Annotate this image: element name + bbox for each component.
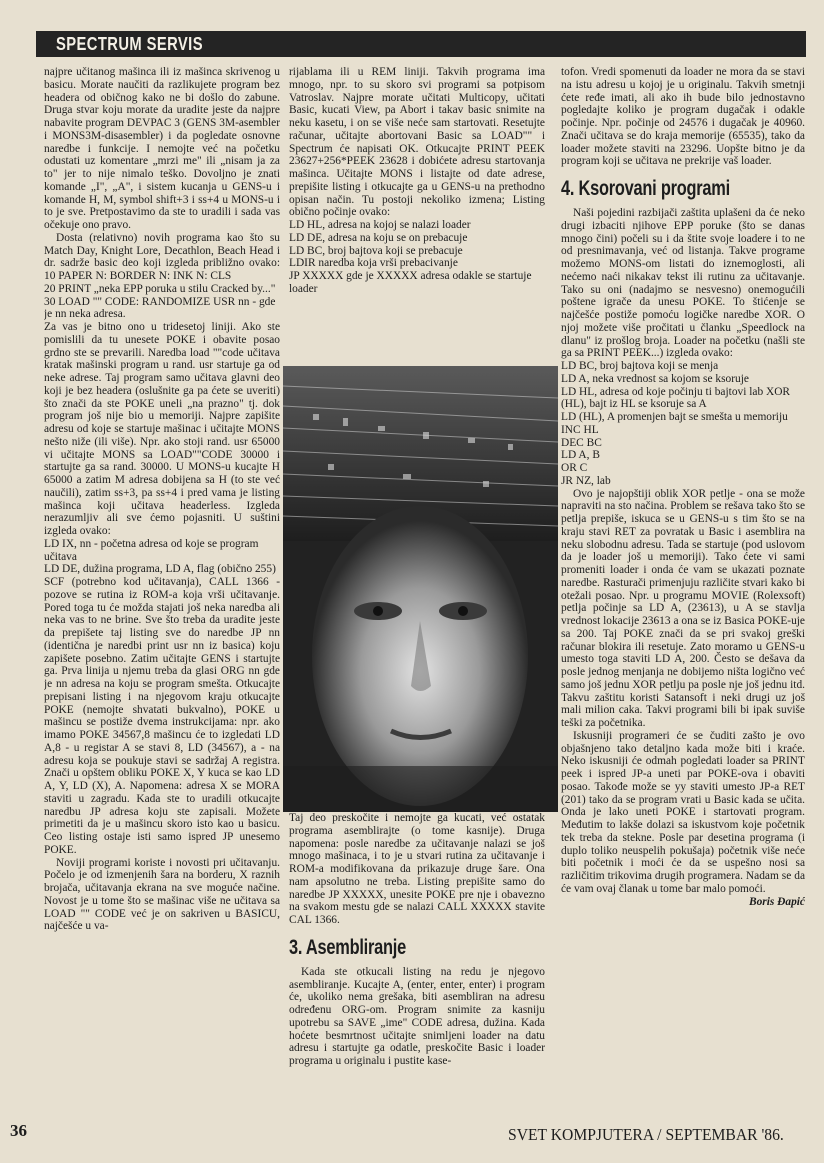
author-signature: Boris Đapić — [748, 895, 805, 908]
paragraph: Noviji programi koriste i novosti pri učitavanju. Počelo je od izmenjenih šara na borderu, X raznih brojača, učitavanja ekrana na sve moguće načine. Novost je u tome što se mašinac više ne učitava sa LOAD "" CODE već je on sakriven u BASICU, najčešće u va- — [44, 856, 280, 933]
code-line: DEC BC — [561, 436, 602, 449]
paragraph: Za vas je bitno ono u tridesetoj liniji. Ako ste pomislili da tu unesete POKE i obavite posao grdno ste se prevarili. Naredba load ""code učitava kratak mašinski program u rand. usr startuje ga od neke adrese. Taj program samo učitava glavni deo koji je bez headera (oslušnite ga pa ćete se uveriti) što znači da ste POKE uneli „na prazno" tj. dok program još nije bio u memoriji. Najpre zapišite adresu od koje se startuje mašinac i učitajte MONS nešto niže (ili više). Npr. ako stoji rand. usr 65000 vi učitajte MONS sa LOAD""CODE 30000 i startujte ga sa rand. 30000. U MONS-u kucajte H 65000 a zatim M adresa dobijena sa H (to ste već naučili), zatim ss+3, pa ss+4 i pred vama je listing mašinca koji učitava headerless. Izgleda nerazumljiv ali sve ćemo pojasniti. U suštini izgleda ovako: — [44, 321, 280, 537]
code-line: LD BC, broj bajtova koji se menja — [561, 360, 719, 372]
code-line: 20 PRINT „neka EPP poruka u stilu Cracked by..." — [44, 282, 276, 295]
code-line: LDIR naredba koja vrši prebacivanje — [289, 257, 458, 270]
paragraph: rijablama ili u REM liniji. Takvih programa ima mnogo, npr. to su skoro svi programi sa potpisom Vatroslav. Najpre morate učitati Multicopy, učitati Basic, kucati View, pa Abort i takav basic snimite na neku kasetu, i on se više neće sam startovati. Resetujte računar, učitajte abortovani Basic sa LOAD"" i Spectrum će napisati OK. Otkucajte PRINT PEEK 23627+256*PEEK 23628 i dobićete adresu startovanja mašinca. Učitajte MONS i listajte od date adrese, prepišite listing i otkucajte ga u GENS-u na prethodno opisan način. Tu postoji nekoliko izmena; Listing obično počinje ovako: — [289, 66, 545, 219]
magazine-footer: SVET KOMPJUTERA / SEPTEMBAR '86. — [508, 1125, 784, 1144]
code-line: LD DE, adresa na koju se on prebacuje — [289, 231, 468, 244]
article-column-3 — [561, 66, 805, 1101]
paragraph: SCF (potrebno kod učitavanja), CALL 1366 - pozove se rutina iz ROM-a koja vrši učitavanje. Pored toga tu će možda stajati još neka naredba ali neka vas to ne brine. Sve što treba da uradite jeste da prepišete taj listing sve do naredbe JP nn (identična je naredbi print usr nn iz basica) koju zapišete posebno. Zatim učitajte GENS i startujte ga. Prva linija u njemu treba da glasi ORG nn gde je nn adresa na koju se program smešta. Otkucajte prepisani listing i na njegovom kraju otkucajte POKE (nemojte shvatati bukvalno), POKE u mašincu se postiže dvema instrukcijama: npr. ako imamo POKE 34567,8 mašincu će to izgledati LD A,8 - u registar A se stavi 8, LD (34567), a - na adresu koja se poukuje stavi se sadržaj A registra. Znači u opštem obliku POKE X, Y kuca se kao LD A, Y, LD (X), A. Napomena: adresa X se MORA staviti u zagradu. Kada ste to uradili otkucajte naredbu JP adresa koju ste zapisali. Možete primetiti da je u mašincu skoro isto kao u basicu. Ceo listing ostaje isti samo ispred JP unesemo POKE. — [44, 576, 280, 856]
paragraph: Ovo je najopštiji oblik XOR petlje - ona se može napraviti na sto načina. Problem se rešava tako što se petlja prepiše, iskuca se u GENS-u s tim što se na kraju stavi RET za povratak u Basic i asemblira na neku slobodnu adresu. Tada se startuje (pod uslovom da je loader još u memoriji). Tako ćete vi sami promeniti loader i onda će vam se ukazati poznate naredbe. Rasturači primenjuju različite stvari kako bi otežali posao. Npr. u programu MOVIE (Rolexsoft) petlja počinje sa LD A, (23613), u A se stavlja vrednost lokacije 23613 a ona se iz Basica POKE-uje sa 200. Taj POKE znači da se pri svakoj greški računar blokira ili resetuje. Zato moramo u GENS-u umesto toga staviti LD A, 200. Često se dešava da posle jednog menjanja ne dobijemo ništa logično već samo još jednu XOR petlju pa posle nje još jednu itd. Takvu zaštitu koristi Satansoft i neki drugi uz još mali milion caka. Takvi programi bili bi ipak suviše teški za početnika. — [561, 487, 805, 729]
article-photo-face — [283, 366, 558, 812]
paragraph: tofon. Vredi spomenuti da loader ne mora da se stavi na istu adresu u kojoj je u originalu. Takvih smetnji ćete ređe imati, ali ako ih bude bilo jednostavno pogledajte koliko je program dugačak i odakle počinje. Npr. počinje od 24576 i dugačak je 40960. Znači učitava se do kraja memorije (65535), tako da loader možete staviti na 23296. Uopšte bitno je da program koji se učitava ne prekrije vaš loader. — [561, 66, 805, 168]
code-line: LD HL, adresa od koje počinju ti bajtovi lab XOR (HL), bajt iz HL se ksoruje sa A — [561, 385, 791, 411]
code-line: LD BC, broj bajtova koji se prebacuje — [289, 244, 463, 257]
section-heading: 4. Ksorovani programi — [561, 177, 730, 200]
paragraph: Naši pojedini razbijači zaštita uplašeni da će neko drugi izbaciti njihove EPP poruke (što se danas mnogo čini) počeli su i da štite svoje loadere i to ne od presnimavanja, već od listanja. Takve programe možemo MONS-om listati do iznemoglosti, ali nećemo naći nikakav tekst ili rutinu za učitavanje. Tako su oni (nadajmo se nesvesno) onemogućili poštene igrače da unesu POKE. To štićenje se najčešće postiže pomoću logičke naredbe XOR. O njoj možete više pročitati u članku „Speedlock na dlanu" iz prošlog broja. Loader na početku (našli ste ga sa PRINT PEEK...) izgleda ovako: — [561, 207, 805, 360]
section-header-bar — [36, 31, 806, 57]
article-column-2-top — [289, 66, 545, 346]
section-header-title: SPECTRUM SERVIS — [56, 34, 203, 54]
code-line: JR NZ, lab — [561, 474, 611, 487]
article-column-1 — [44, 66, 280, 1098]
code-line: LD A, neka vrednost sa kojom se ksoruje — [561, 372, 749, 385]
code-line: INC HL — [561, 423, 599, 436]
code-line: LD IX, nn - početna adresa od koje se program učitava — [44, 537, 259, 563]
code-line: LD DE, dužina programa, LD A, flag (obično 255) — [44, 563, 276, 576]
code-line: LD HL, adresa na kojoj se nalazi loader — [289, 219, 471, 231]
code-line: OR C — [561, 462, 588, 474]
paragraph: Dosta (relativno) novih programa kao što su Match Day, Knight Lore, Decathlon, Beach Head i dr. sadrže basic deo koji izgleda približno ovako: 10 PAPER N: BORDER N: INK N: CLS — [44, 231, 280, 282]
code-line: LD A, B — [561, 449, 600, 462]
paragraph: Iskusniji programeri će se čuditi zašto je ovo objašnjeno tako detaljno kada može biti i kraće. Neko iskusniji će odmah pogledati loader sa PRINT peek i ispred JP-a uneti par POKE-ova i obaviti posao. Takođe može se yy staviti umesto JP-a RET (201) tako da se program vrati u Basic kada se učita. Onda je lako uneti POKE i startovati program. Međutim to lakše dolazi sa iskustvom koje početnik tek treba da stekne. Posle par desetina programa (i duplo toliko neuspelih pokušaja) početnik više neće biti početnik i moći će da se uspešno nosi sa različitim trikovima drugih programera. Nadam se da će vam ovaj članak u tome bar malo pomoći. — [561, 729, 805, 895]
article-column-2-bottom — [289, 812, 545, 1098]
code-line: 30 LOAD "" CODE: RANDOMIZE USR nn - gde je nn neka adresa. — [44, 295, 276, 321]
section-heading: 3. Asembliranje — [289, 935, 406, 959]
paragraph: Kada ste otkucali listing na redu je njegovo asembliranje. Kucajte A, (enter, enter, enter) i program će, ukoliko nema grešaka, biti asembliran na adresu određenu ORG-om. Program snimite za kasniju upotrebu sa SAVE „ime" CODE adresa, dužina. Kada hoćete besmrtnost učitajte snimljeni loader na datu adresu i startujte ga odatle, preskočite Basic i loader programa u originalu i pustite kase- — [289, 965, 545, 1067]
paragraph: najpre učitanog mašinca ili iz mašinca skrivenog u basicu. Morate naučiti da razlikujete program bez headera od običnog kako ne bi došlo do zabune. Druga stvar koju morate da uradite jeste da najpre nabavite program DEVPAC 3 (GENS 3M-asembler i MONS3M-disasembler) i da pogledate osnovne naredbe i funkcije. I nemojte već na početku odustati uz komentare „mrzi me" ili „nisam ja za to" jer to nije nimalo teško. Dovoljno je znati komande „I", „A", i sistem kucanja u GENS-u i komande H, M, symbol shift+3 i ss+4 u MONS-u i to je sve. Pretpostavimo da ste to uradili i sada vas očekuje ono pravo. — [44, 66, 280, 231]
page-number: 36 — [10, 1121, 27, 1140]
code-line: LD (HL), A promenjen bajt se smešta u memoriju — [561, 411, 788, 423]
paragraph: Taj deo preskočite i nemojte ga kucati, već ostatak programa asemblirajte (o tome kasnije). Druga napomena: posle naredbe za učitavanje nalazi se još mnogo mašinaca, i to je u stvari rutina za učitavanje i ROM-a modifikovana da prikazuje druge šare. Ona nam apsolutno ne treba. Listing prepišite samo do naredbe JP XXXXX, unesite POKE pre nje i obavezno na svakom mestu gde se nalazi CALL XXXXX stavite CAL 1366. — [289, 812, 545, 926]
code-line: JP XXXXX gde je XXXXX adresa odakle se startuje loader — [289, 270, 532, 295]
